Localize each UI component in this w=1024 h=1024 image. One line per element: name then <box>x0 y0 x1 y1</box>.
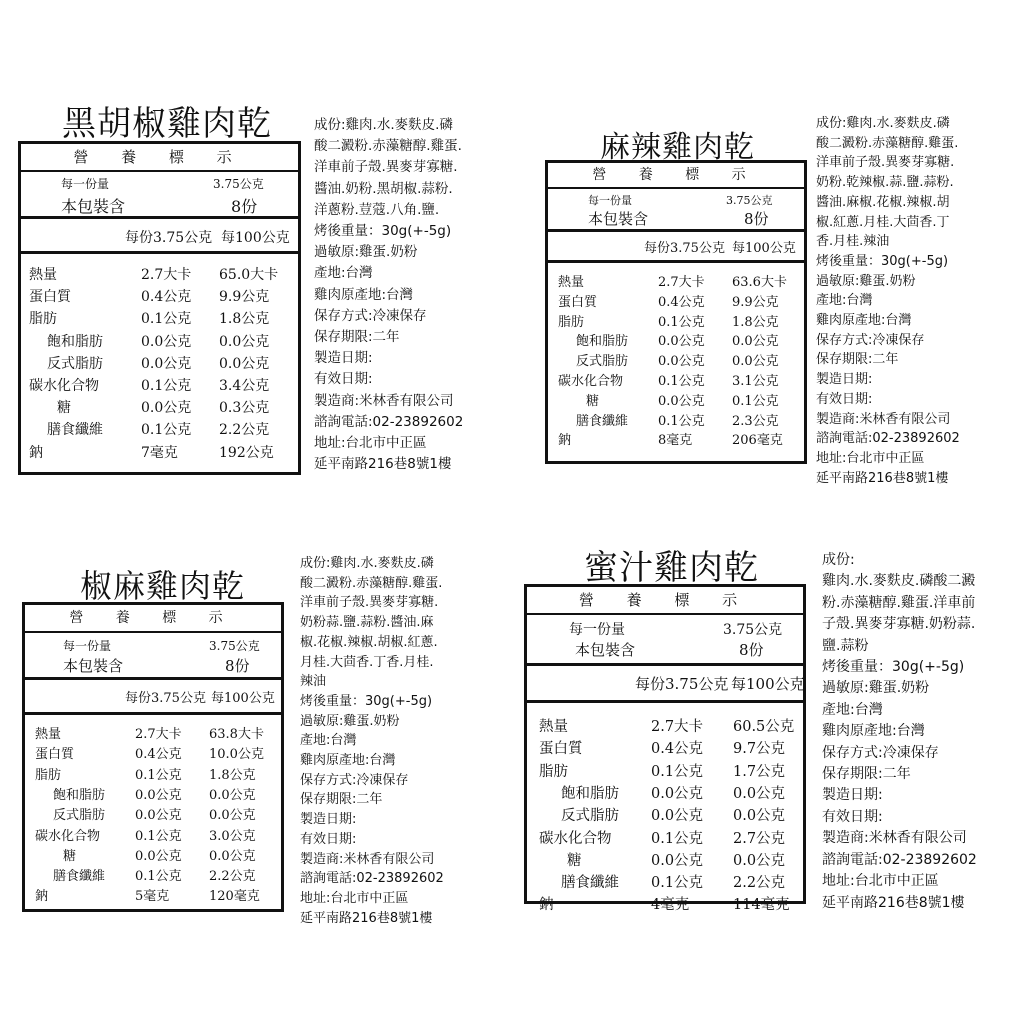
ingredient-line: 成份:雞肉.水.麥麩皮.磷 <box>300 556 434 571</box>
nutrient-per-serving: 0.1公克 <box>651 875 704 892</box>
nutrient-name: 飽和脂肪 <box>47 333 103 350</box>
serving-info <box>25 633 281 680</box>
nutrient-per-serving: 0.1公克 <box>658 374 705 389</box>
nutrient-name: 碳水化合物 <box>539 830 612 847</box>
col-per-serving: 每份3.75公克 <box>125 230 213 246</box>
ingredient-line: 洋車前子殼.異麥芽寡糖. <box>300 595 439 611</box>
ingredient-line: 烤後重量：30g(+-5g) <box>314 223 452 240</box>
ingredient-line: 烤後重量：30g(+-5g) <box>822 659 965 676</box>
nutrient-per-100g: 3.1公克 <box>732 374 779 389</box>
ingredient-line: 有效日期: <box>822 808 883 825</box>
nutrition-label <box>22 602 284 912</box>
per-serving-label: 每一份量 <box>569 622 625 638</box>
per-serving-label: 每一份量 <box>63 639 112 653</box>
nutrient-table <box>548 271 804 461</box>
nutrient-name: 熱量 <box>29 267 57 283</box>
servings-label: 本包裝含 <box>588 210 649 228</box>
nutrient-row <box>548 291 804 312</box>
nutrient-name: 糖 <box>63 848 77 864</box>
nutrient-name: 脂肪 <box>558 314 585 330</box>
ingredient-line: 雞肉原產地:台灣 <box>816 313 912 329</box>
nutrient-row <box>21 397 298 418</box>
column-header <box>25 680 281 715</box>
ingredient-line: 酸二澱粉.赤藻糖醇.雞蛋. <box>816 135 959 151</box>
ingredient-line: 烤後重量：30g(+-5g) <box>300 693 433 709</box>
product-title: 椒麻雞肉乾 <box>80 567 246 605</box>
nutrient-row <box>548 390 804 411</box>
ingredients-block <box>816 114 960 488</box>
ingredient-line: 製造商:米林香有限公司 <box>816 411 951 427</box>
nutrient-row <box>25 845 281 866</box>
ingredient-line: 酸二澱粉.赤藻糖醇.雞蛋. <box>300 575 443 591</box>
per-serving-value: 3.75公克 <box>213 177 264 191</box>
servings-value: 8份 <box>231 197 258 216</box>
nutrient-per-serving: 0.0公克 <box>141 333 192 350</box>
nutrient-name: 鈉 <box>35 889 49 905</box>
serving-info <box>527 615 803 666</box>
nutrient-row <box>25 885 281 906</box>
nutrient-per-100g: 0.0公克 <box>219 355 270 372</box>
product-title: 蜜汁雞肉乾 <box>584 548 759 588</box>
nutrient-row <box>527 827 803 848</box>
servings-label: 本包裝含 <box>61 197 126 216</box>
nutrient-row <box>527 782 803 803</box>
ingredient-line: 雞肉原產地:台灣 <box>300 753 396 769</box>
nutrient-per-serving: 0.1公克 <box>658 413 705 429</box>
product-title: 麻辣雞肉乾 <box>600 130 755 165</box>
nutrient-per-serving: 0.0公克 <box>651 808 704 825</box>
nutrient-per-serving: 0.0公克 <box>135 787 182 803</box>
nutrient-row <box>21 442 298 463</box>
nutrient-name: 糖 <box>57 400 71 417</box>
nutrient-per-100g: 0.0公克 <box>733 852 786 869</box>
nutrient-per-serving: 5毫克 <box>135 889 170 905</box>
nutrient-row <box>527 760 803 781</box>
nutrient-per-100g: 0.0公克 <box>732 334 779 350</box>
ingredients-block <box>822 550 977 914</box>
nutrient-table <box>527 715 803 915</box>
serving-info <box>21 172 298 219</box>
nutrient-per-100g: 0.1公克 <box>732 393 779 409</box>
nutrient-per-100g: 0.3公克 <box>219 400 270 417</box>
ingredient-line: 雞肉原產地:台灣 <box>314 286 414 303</box>
per-serving-value: 3.75公克 <box>723 622 783 638</box>
ingredient-line: 地址:台北市中正區 <box>822 873 939 890</box>
nutrient-name: 熱量 <box>35 727 62 742</box>
nutrient-per-serving: 0.1公克 <box>651 763 704 780</box>
ingredient-line: 保存期限:二年 <box>816 352 899 368</box>
nutrient-row <box>25 825 281 846</box>
nutrient-per-100g: 0.0公克 <box>732 354 779 370</box>
nutrient-per-serving: 0.0公克 <box>658 393 705 409</box>
ingredient-line: 保存方式:冷凍保存 <box>822 744 939 761</box>
nutrient-name: 脂肪 <box>539 763 568 780</box>
nutrient-per-100g: 1.8公克 <box>732 314 779 330</box>
nutrient-per-100g: 60.5公克 <box>733 719 795 735</box>
nutrient-row <box>21 264 298 285</box>
ingredient-line: 地址:台北市中正區 <box>816 450 925 466</box>
ingredient-line: 有效日期: <box>816 391 873 407</box>
nutrient-name: 飽和脂肪 <box>561 785 619 802</box>
nutrient-row <box>25 723 281 744</box>
nutrient-per-100g: 2.2公克 <box>219 422 270 439</box>
product-title: 黑胡椒雞肉乾 <box>62 104 272 144</box>
nutrient-per-100g: 0.0公克 <box>209 808 256 824</box>
ingredient-line: 產地:台灣 <box>816 293 873 309</box>
nutrient-per-serving: 2.7大卡 <box>658 275 705 290</box>
nutrient-name: 碳水化合物 <box>558 374 624 389</box>
ingredient-line: 諮詢電話:02-23892602 <box>300 871 444 887</box>
nutrient-name: 糖 <box>567 852 582 869</box>
ingredient-line: 製造日期: <box>300 812 357 828</box>
nutrient-row <box>548 429 804 450</box>
ingredient-line: 洋車前子殼.異麥芽寡糖. <box>816 155 955 171</box>
ingredient-line: 延平南路216巷8號1樓 <box>816 470 949 486</box>
nutrient-name: 膳食纖維 <box>576 413 629 429</box>
per-serving-value: 3.75公克 <box>209 639 260 653</box>
nutrient-per-100g: 0.0公克 <box>733 808 786 825</box>
ingredients-block <box>300 554 444 928</box>
ingredient-line: 保存期限:二年 <box>822 766 911 783</box>
nutrient-per-serving: 0.0公克 <box>135 848 182 864</box>
ingredient-line: 鹽.蒜粉 <box>822 637 869 654</box>
ingredient-line: 製造日期: <box>816 372 873 388</box>
nutrient-name: 熱量 <box>558 275 585 290</box>
nutrient-row <box>548 330 804 351</box>
nutrient-per-serving: 0.0公克 <box>658 334 705 350</box>
ingredient-line: 奶粉蒜.鹽.蒜粉.醬油.麻 <box>300 615 434 631</box>
nutrient-name: 鈉 <box>558 433 572 449</box>
ingredient-line: 地址:台北市中正區 <box>314 435 427 452</box>
nutrient-per-100g: 114毫克 <box>733 897 790 914</box>
nutrient-per-serving: 2.7大卡 <box>135 727 182 742</box>
nutrient-per-serving: 0.1公克 <box>651 830 704 847</box>
nutrient-name: 糖 <box>586 393 600 409</box>
nutrient-name: 膳食纖維 <box>47 422 103 439</box>
nutrient-per-100g: 2.2公克 <box>209 869 256 885</box>
ingredient-line: 製造商:米林香有限公司 <box>822 830 967 847</box>
nutrient-name: 蛋白質 <box>35 747 75 763</box>
nutrient-name: 反式脂肪 <box>561 808 619 825</box>
nutrient-per-100g: 9.9公克 <box>219 289 270 306</box>
ingredient-line: 產地:台灣 <box>822 701 883 718</box>
servings-label: 本包裝含 <box>63 657 124 675</box>
nutrient-row <box>21 375 298 396</box>
nutrient-name: 飽和脂肪 <box>53 787 106 803</box>
nutrient-name: 蛋白質 <box>29 289 71 306</box>
nutrient-per-serving: 4毫克 <box>651 897 690 914</box>
col-per-serving: 每份3.75公克 <box>635 675 729 693</box>
servings-value: 8份 <box>225 657 250 675</box>
nutrient-row <box>548 370 804 391</box>
nutrient-per-100g: 65.0大卡 <box>219 267 279 283</box>
nutrient-per-serving: 0.4公克 <box>135 747 182 763</box>
nutrient-per-serving: 0.0公克 <box>141 355 192 372</box>
nutrient-per-100g: 63.6大卡 <box>732 275 787 290</box>
ingredient-line: 椒.花椒.辣椒.胡椒.紅蔥. <box>300 634 438 650</box>
nutrient-row <box>527 871 803 892</box>
ingredient-line: 醬油.奶粉.黑胡椒.蒜粉. <box>314 180 453 197</box>
column-header <box>527 666 803 703</box>
column-header <box>21 219 298 254</box>
col-per-100g: 每100公克 <box>211 691 275 706</box>
nutrient-row <box>548 271 804 292</box>
ingredient-line: 有效日期: <box>300 831 357 847</box>
ingredient-line: 雞肉.水.麥麩皮.磷酸二澱 <box>822 573 976 590</box>
nutrient-per-serving: 7毫克 <box>141 444 178 461</box>
col-per-100g: 每100公克 <box>731 675 805 693</box>
ingredient-line: 保存期限:二年 <box>314 329 400 346</box>
serving-info <box>548 189 804 232</box>
col-per-100g: 每100公克 <box>732 241 796 256</box>
nutrient-row <box>25 743 281 764</box>
nutrient-per-serving: 0.1公克 <box>141 311 192 328</box>
col-per-serving: 每份3.75公克 <box>125 691 206 706</box>
ingredient-line: 延平南路216巷8號1樓 <box>822 894 965 911</box>
ingredient-line: 有效日期: <box>314 371 373 388</box>
ingredient-line: 製造商:米林香有限公司 <box>300 851 435 867</box>
nutrient-row <box>21 308 298 329</box>
ingredient-line: 成份: <box>822 552 855 568</box>
nutrient-row <box>548 410 804 431</box>
nutrient-per-100g: 63.8大卡 <box>209 727 264 742</box>
ingredient-line: 地址:台北市中正區 <box>300 890 409 906</box>
nutrient-name: 脂肪 <box>29 311 57 328</box>
ingredient-line: 過敏原:雞蛋.奶粉 <box>314 244 418 261</box>
nutrient-per-serving: 0.1公克 <box>135 767 182 783</box>
nutrient-per-serving: 0.1公克 <box>141 422 192 439</box>
nutrient-name: 脂肪 <box>35 767 62 783</box>
nutrient-row <box>527 715 803 736</box>
nutrient-per-serving: 0.0公克 <box>658 354 705 370</box>
nutrition-label <box>524 584 806 914</box>
nutrient-name: 反式脂肪 <box>576 354 629 370</box>
nutrient-name: 蛋白質 <box>539 741 583 758</box>
nutrient-per-serving: 0.0公克 <box>651 785 704 802</box>
nutrition-label <box>545 160 807 464</box>
ingredient-line: 酸二澱粉.赤藻糖醇.雞蛋. <box>314 138 462 155</box>
nutrient-name: 蛋白質 <box>558 294 598 310</box>
nutrient-per-100g: 9.7公克 <box>733 741 786 758</box>
nutrient-row <box>548 350 804 371</box>
nutrient-row <box>527 893 803 914</box>
ingredient-line: 過敏原:雞蛋.奶粉 <box>816 273 916 289</box>
ingredient-line: 製造日期: <box>822 787 883 804</box>
ingredient-line: 香.月桂.辣油 <box>816 234 890 250</box>
ingredient-line: 延平南路216巷8號1樓 <box>300 910 433 926</box>
nutrient-per-100g: 2.3公克 <box>732 413 779 429</box>
nutrient-name: 反式脂肪 <box>53 808 106 824</box>
nutrient-row <box>25 784 281 805</box>
ingredient-line: 奶粉.乾辣椒.蒜.鹽.蒜粉. <box>816 175 954 191</box>
nutrient-row <box>21 419 298 440</box>
nutrient-per-serving: 2.7大卡 <box>651 719 704 735</box>
nutrient-per-100g: 1.8公克 <box>209 767 256 783</box>
nutrient-per-serving: 0.0公克 <box>141 400 192 417</box>
ingredient-line: 醬油.麻椒.花椒.辣椒.胡 <box>816 194 950 210</box>
ingredient-line: 延平南路216巷8號1樓 <box>314 456 452 473</box>
nutrient-name: 反式脂肪 <box>47 355 103 372</box>
nutrient-per-serving: 0.0公克 <box>651 852 704 869</box>
col-per-100g: 每100公克 <box>221 230 290 246</box>
nutrient-name: 碳水化合物 <box>35 828 101 844</box>
nutrient-name: 鈉 <box>539 897 554 914</box>
nutrient-name: 飽和脂肪 <box>576 334 629 350</box>
nutrient-per-serving: 0.1公克 <box>135 828 182 844</box>
ingredient-line: 諮詢電話:02-23892602 <box>816 431 960 447</box>
nutrient-per-100g: 192公克 <box>219 444 274 461</box>
ingredient-line: 辣油 <box>300 674 327 690</box>
nutrient-per-100g: 2.7公克 <box>733 830 786 847</box>
nutrient-per-100g: 3.4公克 <box>219 378 270 394</box>
ingredient-line: 成份:雞肉.水.麥麩皮.磷 <box>816 116 950 131</box>
nutrient-per-serving: 0.4公克 <box>658 294 705 310</box>
label-header: 營 養 標 示 <box>548 163 804 189</box>
nutrient-row <box>527 737 803 758</box>
ingredient-line: 粉.赤藻糖醇.雞蛋.洋車前 <box>822 594 976 611</box>
ingredient-line: 保存方式:冷凍保存 <box>314 307 427 324</box>
ingredient-line: 雞肉原產地:台灣 <box>822 723 925 740</box>
nutrient-per-serving: 2.7大卡 <box>141 267 192 283</box>
nutrient-row <box>527 849 803 870</box>
nutrient-row <box>527 804 803 825</box>
servings-value: 8份 <box>744 210 769 228</box>
nutrient-per-serving: 0.1公克 <box>141 378 192 394</box>
ingredient-line: 諮詢電話:02-23892602 <box>822 851 977 868</box>
ingredient-line: 產地:台灣 <box>314 265 373 282</box>
nutrient-per-100g: 2.2公克 <box>733 875 786 892</box>
ingredient-line: 過敏原:雞蛋.奶粉 <box>300 713 400 729</box>
ingredient-line: 過敏原:雞蛋.奶粉 <box>822 680 930 697</box>
ingredient-line: 子殼.異麥芽寡糖.奶粉蒜. <box>822 616 976 633</box>
nutrient-per-100g: 0.0公克 <box>733 785 786 802</box>
nutrient-per-100g: 0.0公克 <box>219 333 270 350</box>
nutrient-per-serving: 0.1公克 <box>135 869 182 885</box>
per-serving-label: 每一份量 <box>588 194 632 207</box>
nutrient-per-100g: 1.7公克 <box>733 763 786 780</box>
ingredient-line: 成份:雞肉.水.麥麩皮.磷 <box>314 117 453 133</box>
nutrient-per-100g: 9.9公克 <box>732 294 779 310</box>
ingredients-block <box>314 115 463 475</box>
nutrition-label <box>18 141 301 475</box>
nutrient-table <box>25 723 281 913</box>
nutrient-per-serving: 0.4公克 <box>141 289 192 306</box>
ingredient-line: 諮詢電話:02-23892602 <box>314 413 464 430</box>
ingredient-line: 烤後重量：30g(+-5g) <box>816 253 949 269</box>
nutrient-per-serving: 0.4公克 <box>651 741 704 758</box>
per-serving-value: 3.75公克 <box>726 194 773 207</box>
nutrient-table <box>21 264 298 474</box>
column-header <box>548 232 804 263</box>
ingredient-line: 保存方式:冷凍保存 <box>816 332 925 348</box>
label-header: 營 養 標 示 <box>25 605 281 633</box>
nutrient-name: 膳食纖維 <box>561 875 619 892</box>
nutrient-row <box>21 331 298 352</box>
nutrient-per-100g: 3.0公克 <box>209 828 256 844</box>
ingredient-line: 洋車前子殼.異麥芽寡糖. <box>314 159 458 176</box>
nutrient-per-100g: 0.0公克 <box>209 848 256 864</box>
nutrient-name: 碳水化合物 <box>29 378 99 394</box>
ingredient-line: 椒.紅蔥.月桂.大茴香.丁 <box>816 214 950 230</box>
nutrient-per-serving: 8毫克 <box>658 433 693 449</box>
servings-value: 8份 <box>739 641 764 659</box>
nutrient-name: 熱量 <box>539 719 568 735</box>
col-per-serving: 每份3.75公克 <box>644 241 725 256</box>
ingredient-line: 月桂.大茴香.丁香.月桂. <box>300 654 434 670</box>
nutrient-per-serving: 0.0公克 <box>135 808 182 824</box>
servings-label: 本包裝含 <box>575 641 636 659</box>
nutrient-per-100g: 0.0公克 <box>209 787 256 803</box>
nutrient-per-100g: 120毫克 <box>209 889 260 905</box>
nutrient-name: 鈉 <box>29 444 43 461</box>
nutrient-per-100g: 10.0公克 <box>209 747 264 763</box>
ingredient-line: 保存方式:冷凍保存 <box>300 772 409 788</box>
nutrient-row <box>25 764 281 785</box>
nutrient-row <box>25 804 281 825</box>
ingredient-line: 製造商:米林香有限公司 <box>314 392 454 409</box>
nutrient-row <box>548 311 804 332</box>
nutrient-row <box>21 353 298 374</box>
ingredient-line: 保存期限:二年 <box>300 792 383 808</box>
nutrient-name: 膳食纖維 <box>53 869 106 885</box>
ingredient-line: 產地:台灣 <box>300 733 357 749</box>
per-serving-label: 每一份量 <box>61 177 110 191</box>
ingredient-line: 製造日期: <box>314 350 373 367</box>
nutrient-per-100g: 1.8公克 <box>219 311 270 328</box>
label-header: 營 養 標 示 <box>21 144 298 172</box>
nutrient-row <box>21 286 298 307</box>
ingredient-line: 洋蔥粉.荳蔻.八角.鹽. <box>314 201 440 218</box>
nutrient-per-serving: 0.1公克 <box>658 314 705 330</box>
nutrient-per-100g: 206毫克 <box>732 433 783 449</box>
nutrient-row <box>25 865 281 886</box>
label-header: 營 養 標 示 <box>527 587 803 615</box>
